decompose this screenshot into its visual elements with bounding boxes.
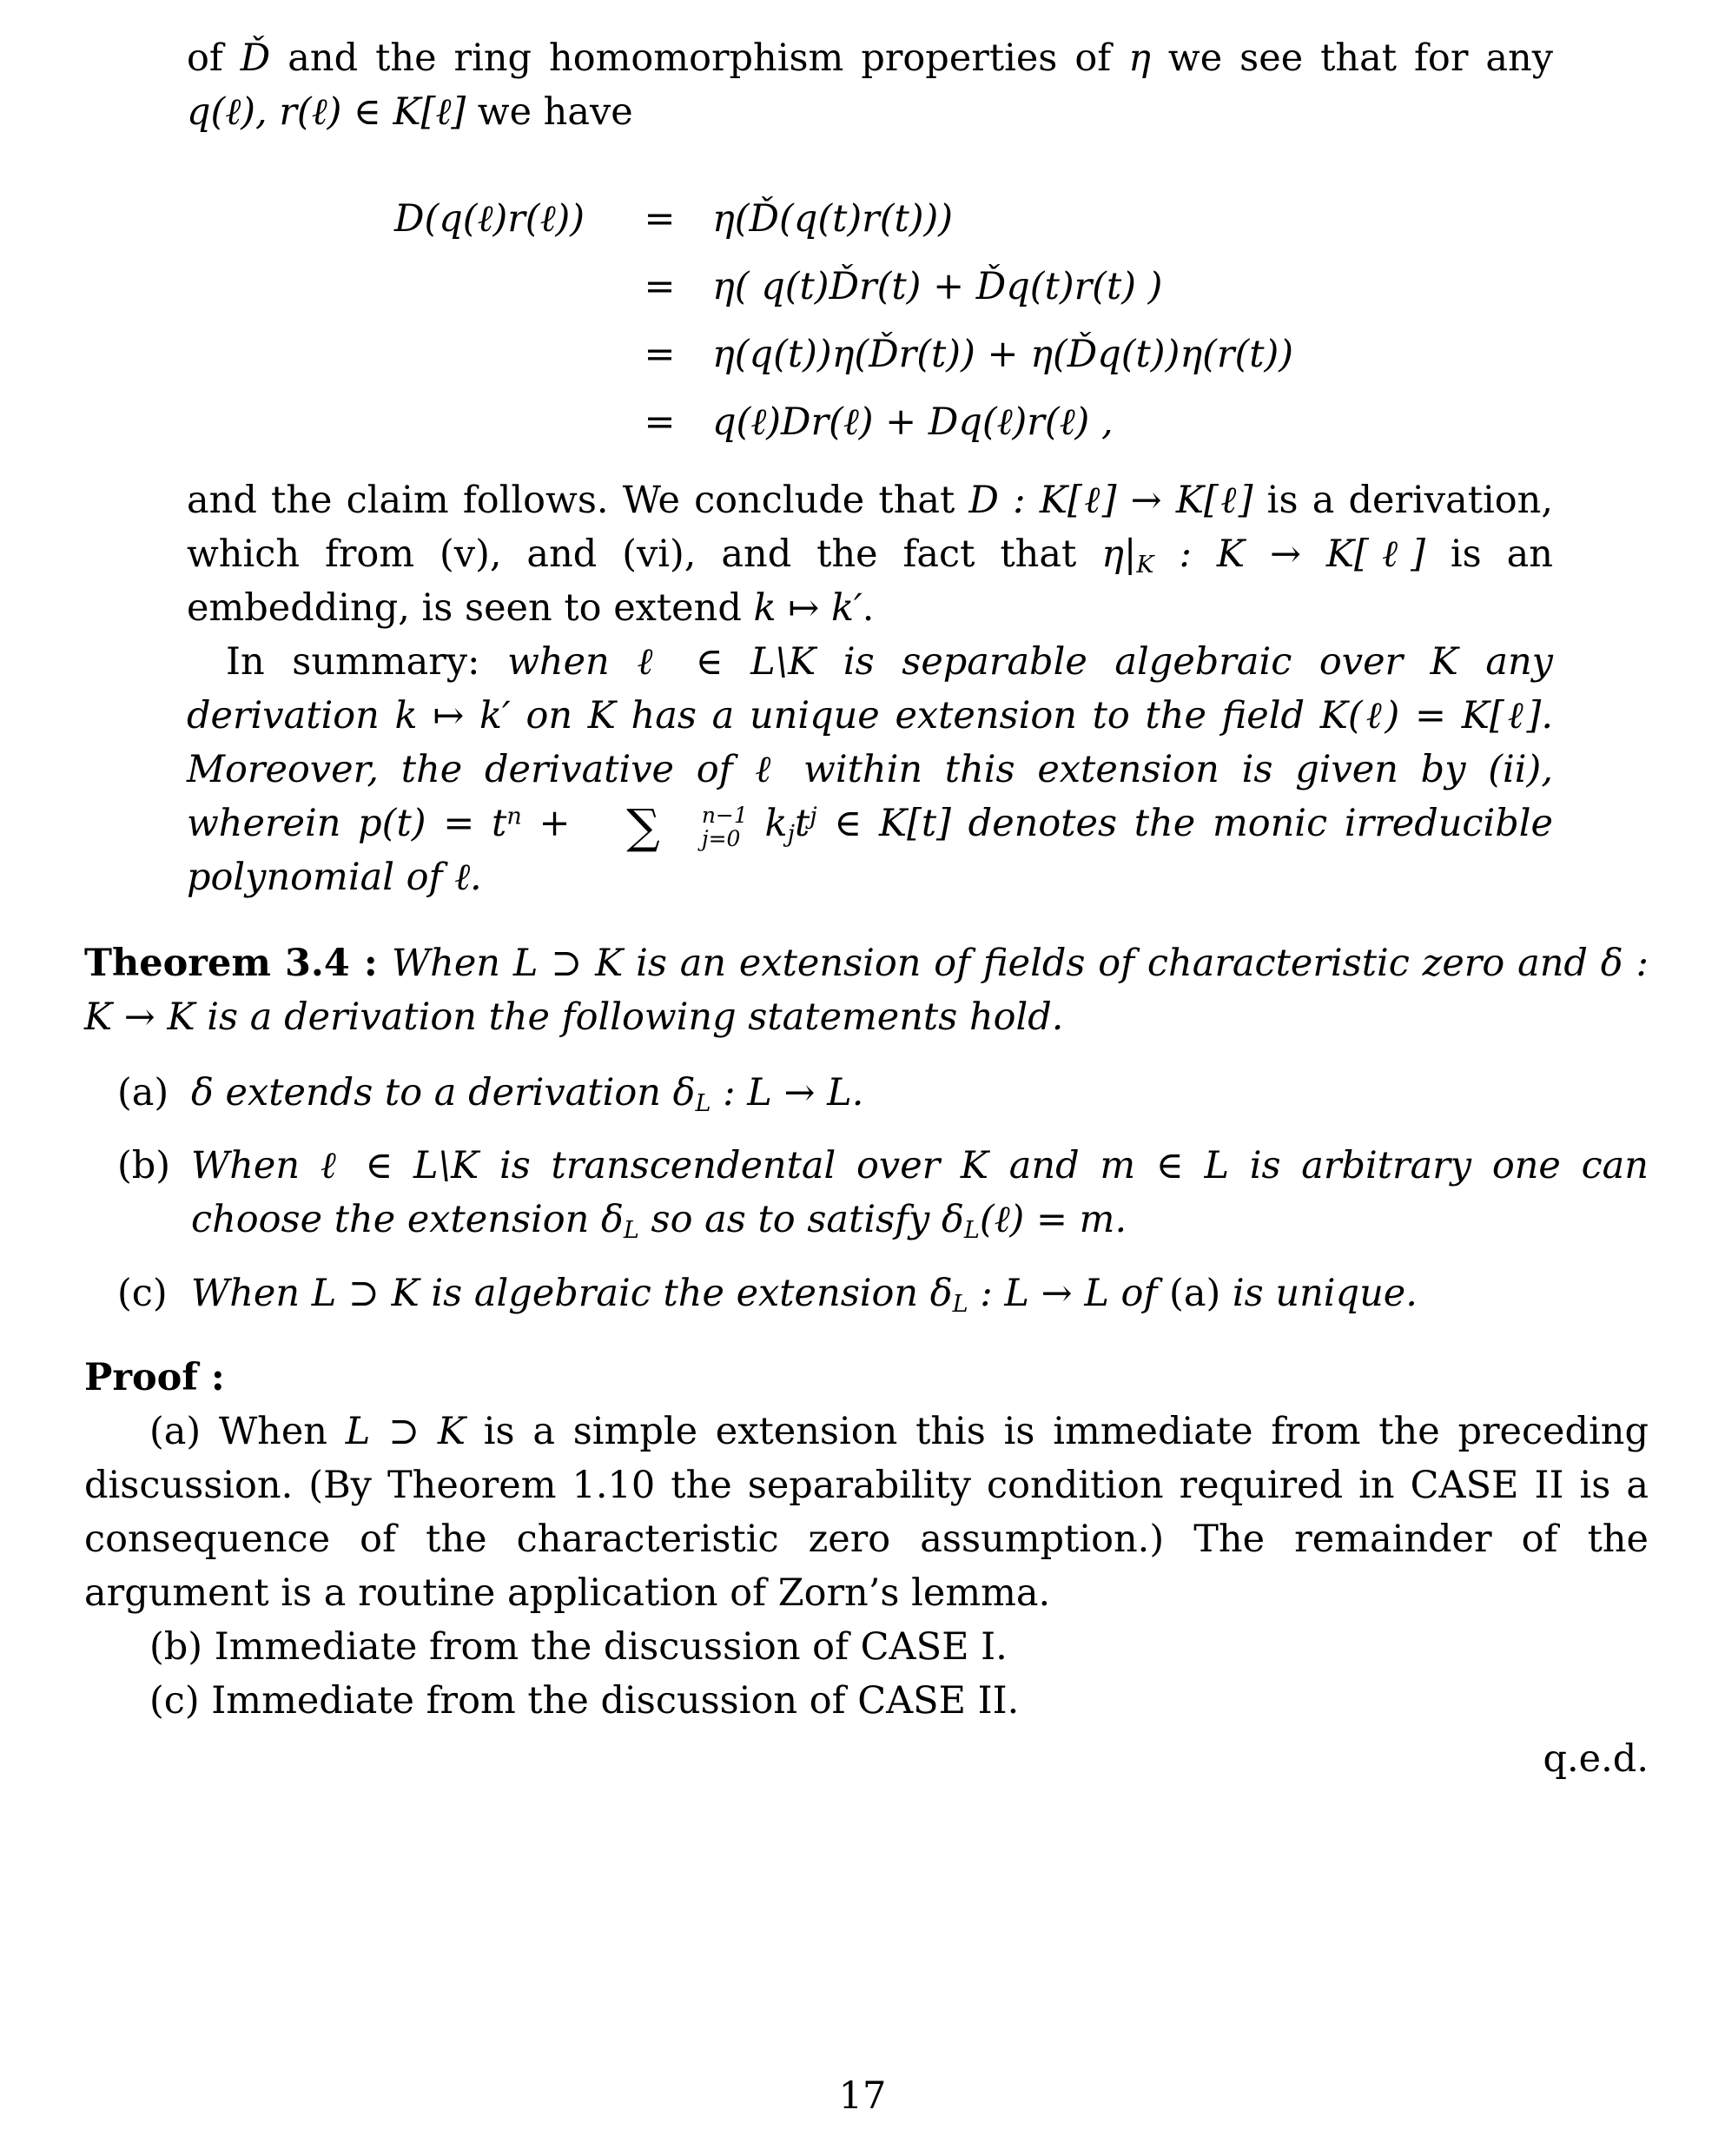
- text-run: (ℓ) = m.: [979, 1198, 1127, 1241]
- text-run: k ↦ k′: [753, 586, 862, 630]
- theorem-item-c: [117, 1266, 1649, 1320]
- text-run: (a): [1169, 1272, 1221, 1315]
- text-run: When L ⊃ K is an extension of fields of characteristic zero and δ : K → K is a derivation the following statements hold.: [84, 942, 1649, 1039]
- text-run: q(ℓ), r(ℓ) ∈ K[ℓ]: [187, 90, 466, 134]
- text-run: +: [521, 802, 588, 845]
- text-run: (c) Immediate from the discussion of CASE II.: [149, 1679, 1020, 1723]
- text-run: (a) When: [149, 1410, 346, 1453]
- text-run: (b) Immediate from the discussion of CASE I.: [149, 1625, 1008, 1669]
- item-body-c: [191, 1266, 1649, 1320]
- proof-heading: Proof :: [84, 1356, 225, 1399]
- text-run: δ extends to a derivation δ: [191, 1071, 696, 1114]
- text-run: When L ⊃ K is algebraic the extension δ: [191, 1272, 953, 1315]
- text-run: : L → L of: [968, 1272, 1170, 1315]
- text-run: η|: [1101, 532, 1137, 576]
- text-run: t: [794, 802, 810, 845]
- text-run: q(ℓ)Dr(ℓ) + Dq(ℓ)r(ℓ) ,: [712, 400, 1114, 444]
- equation-rhs: [712, 388, 1553, 456]
- text-run: and the claim follows. We conclude that: [187, 479, 969, 522]
- text-run: we have: [466, 90, 633, 134]
- text-run: η(q(t))η(Ďr(t)) + η(Ďq(t))η(r(t)): [712, 333, 1294, 376]
- item-label-c: (c): [117, 1272, 168, 1315]
- paragraph-ring-homomorphism: [187, 31, 1553, 139]
- text-run: of: [187, 36, 241, 80]
- sum-with-limits: ∑ n−1 j=0: [626, 798, 748, 854]
- text-run: is a derivation, which from (v), and (vi), and the fact that: [187, 479, 1554, 576]
- equation-row: [394, 253, 1553, 321]
- item-label-a: (a): [117, 1071, 169, 1114]
- text-run: .: [862, 586, 875, 630]
- continuation-block: [187, 31, 1553, 904]
- text-run: and the ring homomorphism properties of: [270, 36, 1129, 80]
- text-run: L: [623, 1216, 639, 1244]
- qed-label: q.e.d.: [1543, 1737, 1649, 1781]
- text-run: D(q(ℓ)r(ℓ)): [394, 197, 585, 241]
- text-run: k: [747, 802, 788, 845]
- text-run: : K → K[ℓ]: [1153, 532, 1425, 576]
- text-run: Ď: [240, 36, 271, 80]
- page-number: 17: [838, 2074, 887, 2118]
- equation-lhs: [394, 253, 607, 321]
- text-run: j: [810, 803, 817, 830]
- proof-line-c: [84, 1674, 1649, 1728]
- text-run: L: [963, 1216, 980, 1244]
- paragraph-claim-follows: [187, 473, 1553, 635]
- text-run: n: [506, 803, 522, 830]
- text-run: j: [787, 820, 795, 848]
- text-run: we see that for any: [1150, 36, 1553, 80]
- equals-sign: =: [644, 265, 676, 308]
- text-run: η(Ď(q(t)r(t))): [712, 197, 954, 241]
- equals-sign: =: [644, 197, 676, 241]
- paragraph-summary: [187, 635, 1553, 904]
- theorem-item-b: [117, 1139, 1649, 1247]
- derivation-equation-array: [394, 185, 1553, 456]
- text-run: L: [952, 1290, 968, 1318]
- text-run: D : K[ℓ] → K[ℓ]: [968, 479, 1253, 522]
- text-run: In summary:: [226, 640, 508, 684]
- equation-rhs: [712, 185, 1553, 253]
- proof-paragraph-a: [84, 1405, 1649, 1620]
- equals-sign: =: [644, 400, 676, 444]
- proof-line-b: [84, 1620, 1649, 1674]
- text-run: when ℓ ∈ L\K is separable algebraic over K any derivation k ↦ k′ on K has a unique extension to the field K(ℓ) = K[ℓ]. Moreover, the derivative of ℓ within this extension is given by (ii), wherein p(t) = t: [187, 640, 1553, 845]
- text-run: is an embedding, is seen to extend: [187, 532, 1553, 630]
- equation-rhs: [712, 253, 1553, 321]
- text-run: Theorem 3.4 :: [84, 942, 392, 985]
- text-run: When ℓ ∈ L\K is transcendental over K and m ∈ L is arbitrary one can choose the extension δ: [191, 1144, 1649, 1241]
- item-body-a: [191, 1066, 1649, 1120]
- equation-row: [394, 321, 1553, 388]
- text-run: K: [1136, 551, 1154, 579]
- equation-row: [394, 185, 1553, 253]
- text-run: L ⊃ K: [345, 1410, 466, 1453]
- equation-rhs: [712, 321, 1553, 388]
- theorem-3-4: [84, 936, 1649, 1044]
- text-run: so as to satisfy δ: [638, 1198, 964, 1241]
- text-run: L: [695, 1089, 711, 1117]
- text-run: : L → L.: [710, 1071, 864, 1114]
- equation-row: [394, 388, 1553, 456]
- text-run: is unique.: [1220, 1272, 1418, 1315]
- item-label-b: (b): [117, 1144, 171, 1187]
- text-run: η: [1128, 36, 1151, 80]
- text-run: is a simple extension this is immediate from the preceding discussion. (By Theorem 1.10 the separability condition required in CASE II is a consequence of the characteristic zero assumption.) The remainder of the argument is a routine application of Zorn’s lemma.: [84, 1410, 1649, 1615]
- equals-sign: =: [644, 333, 676, 376]
- text-run: η( q(t)Ďr(t) + Ďq(t)r(t) ): [712, 265, 1163, 308]
- theorem-item-a: [117, 1066, 1649, 1120]
- equation-lhs: [394, 185, 607, 253]
- equation-lhs: [394, 321, 607, 388]
- theorem-item-list: [84, 1066, 1649, 1320]
- text-run: ∈ K[t] denotes the monic irreducible polynomial of ℓ.: [187, 802, 1553, 899]
- equation-lhs: [394, 388, 607, 456]
- item-body-b: [191, 1139, 1649, 1247]
